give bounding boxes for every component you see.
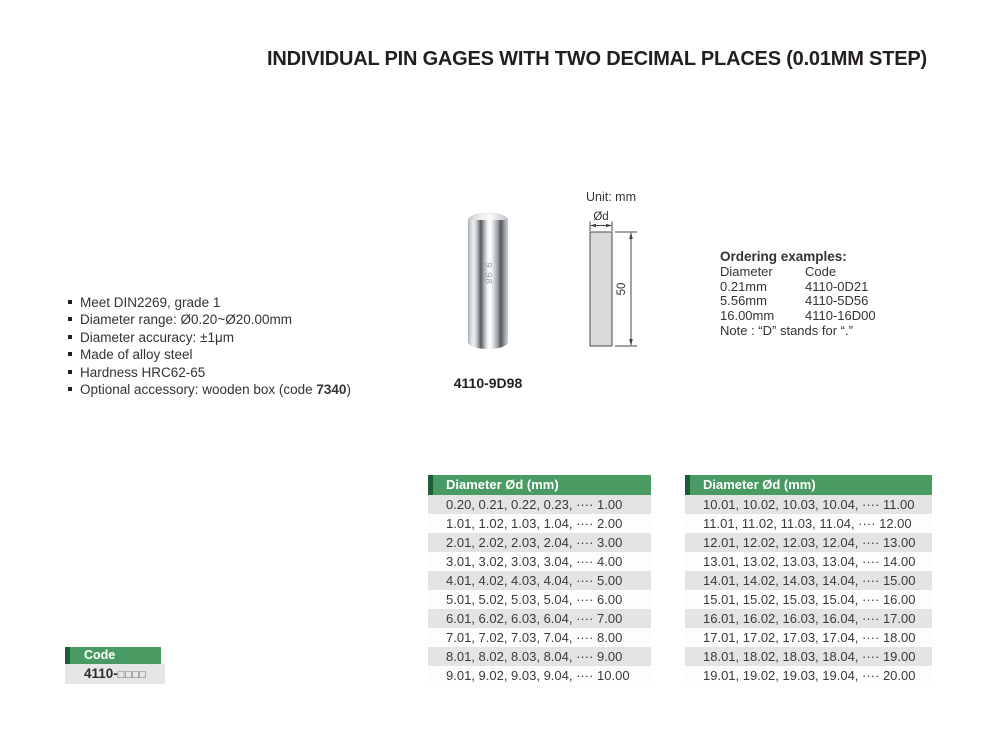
unit-label: Unit: mm — [586, 190, 636, 204]
bullet-square-icon — [68, 335, 72, 339]
feature-text: Diameter range: Ø0.20~Ø20.00mm — [80, 312, 292, 328]
bullet-square-icon — [68, 300, 72, 304]
feature-text-prefix: Optional accessory: wooden box (code — [80, 382, 317, 398]
table-row: 18.01, 18.02, 18.03, 18.04, ···· 19.00 — [685, 647, 932, 666]
feature-item — [68, 329, 351, 346]
table-row: 16.01, 16.02, 16.03, 16.04, ···· 17.00 — [685, 609, 932, 628]
table-row: 0.20, 0.21, 0.22, 0.23, ···· 1.00 — [428, 495, 651, 514]
table-row: 19.01, 19.02, 19.03, 19.04, ···· 20.00 — [685, 666, 932, 685]
table-row: 5.01, 5.02, 5.03, 5.04, ···· 6.00 — [428, 590, 651, 609]
feature-item — [68, 346, 351, 363]
ordering-code: 4110-16D00 — [805, 308, 876, 324]
pin-outline-rect — [590, 232, 612, 346]
table-row: 2.01, 2.02, 2.03, 2.04, ···· 3.00 — [428, 533, 651, 552]
table-header: Diameter Ød (mm) — [685, 475, 932, 495]
arrow-right-icon — [606, 224, 612, 228]
bullet-square-icon — [68, 317, 72, 321]
table-row: 13.01, 13.02, 13.03, 13.04, ···· 14.00 — [685, 552, 932, 571]
feature-text: Meet DIN2269, grade 1 — [80, 295, 221, 310]
code-box-header: Code — [65, 647, 161, 664]
feature-text: Hardness HRC62-65 — [80, 364, 206, 380]
bullet-square-icon — [68, 387, 72, 391]
table-row: 6.01, 6.02, 6.03, 6.04, ···· 7.00 — [428, 609, 651, 628]
table-header: Diameter Ød (mm) — [428, 475, 651, 495]
feature-item — [68, 311, 351, 328]
table-row: 9.01, 9.02, 9.03, 9.04, ···· 10.00 — [428, 666, 651, 685]
ordering-diameter: 0.21mm — [720, 278, 767, 294]
ordering-code: 4110-0D21 — [805, 278, 869, 294]
ordering-code: 4110-5D56 — [805, 293, 869, 309]
diameter-table-right — [685, 475, 932, 685]
feature-item — [68, 381, 351, 398]
ordering-diameter: 16.00mm — [720, 308, 775, 324]
feature-item — [68, 294, 351, 311]
ordering-examples — [720, 250, 876, 339]
feature-text: Made of alloy steel — [80, 347, 193, 363]
accessory-code: 7340 — [316, 382, 347, 398]
ordering-diameter: 5.56mm — [720, 293, 767, 309]
table-row: 1.01, 1.02, 1.03, 1.04, ···· 2.00 — [428, 514, 651, 533]
feature-text — [80, 381, 351, 398]
ordering-row — [720, 309, 876, 324]
table-row: 4.01, 4.02, 4.03, 4.04, ···· 5.00 — [428, 571, 651, 590]
length-dimension-label: 50 — [616, 282, 628, 296]
pin-technical-drawing — [580, 188, 650, 356]
ordering-columns — [720, 265, 876, 280]
ordering-col-diameter: Diameter — [720, 263, 773, 279]
table-row: 12.01, 12.02, 12.03, 12.04, ···· 13.00 — [685, 533, 932, 552]
table-row: 7.01, 7.02, 7.03, 7.04, ···· 8.00 — [428, 628, 651, 647]
bullet-square-icon — [68, 352, 72, 356]
bullet-square-icon — [68, 370, 72, 374]
feature-list — [68, 294, 351, 398]
arrow-up-icon — [629, 232, 633, 239]
ordering-col-code: Code — [805, 263, 837, 279]
feature-text: Diameter accuracy: ±1μm — [80, 329, 234, 345]
arrow-left-icon — [590, 224, 596, 228]
feature-item — [68, 364, 351, 381]
feature-text-suffix: ) — [346, 382, 351, 398]
diameter-dimension-label: Ød — [593, 211, 609, 223]
table-row: 11.01, 11.02, 11.03, 11.04, ···· 12.00 — [685, 514, 932, 533]
code-placeholder-squares: □□□□ — [117, 669, 147, 681]
table-row: 10.01, 10.02, 10.03, 10.04, ···· 11.00 — [685, 495, 932, 514]
pin-engraving-text: 9.98 — [482, 262, 494, 285]
table-row: 15.01, 15.02, 15.03, 15.04, ···· 16.00 — [685, 590, 932, 609]
table-row: 3.01, 3.02, 3.03, 3.04, ···· 4.00 — [428, 552, 651, 571]
arrow-down-icon — [629, 339, 633, 346]
ordering-note: Note : “D” stands for “.” — [720, 322, 853, 338]
ordering-heading: Ordering examples: — [720, 249, 847, 264]
table-row: 17.01, 17.02, 17.03, 17.04, ···· 18.00 — [685, 628, 932, 647]
diameter-table-left — [428, 475, 651, 685]
ordering-row — [720, 294, 876, 309]
code-prefix: 4110- — [84, 666, 118, 681]
ordering-row — [720, 280, 876, 295]
pin-model-label: 4110-9D98 — [453, 375, 523, 391]
page-title: INDIVIDUAL PIN GAGES WITH TWO DECIMAL PLACES (0.01MM STEP) — [267, 48, 927, 70]
code-box-value — [65, 664, 165, 684]
table-row: 8.01, 8.02, 8.03, 8.04, ···· 9.00 — [428, 647, 651, 666]
table-row: 14.01, 14.02, 14.03, 14.04, ···· 15.00 — [685, 571, 932, 590]
